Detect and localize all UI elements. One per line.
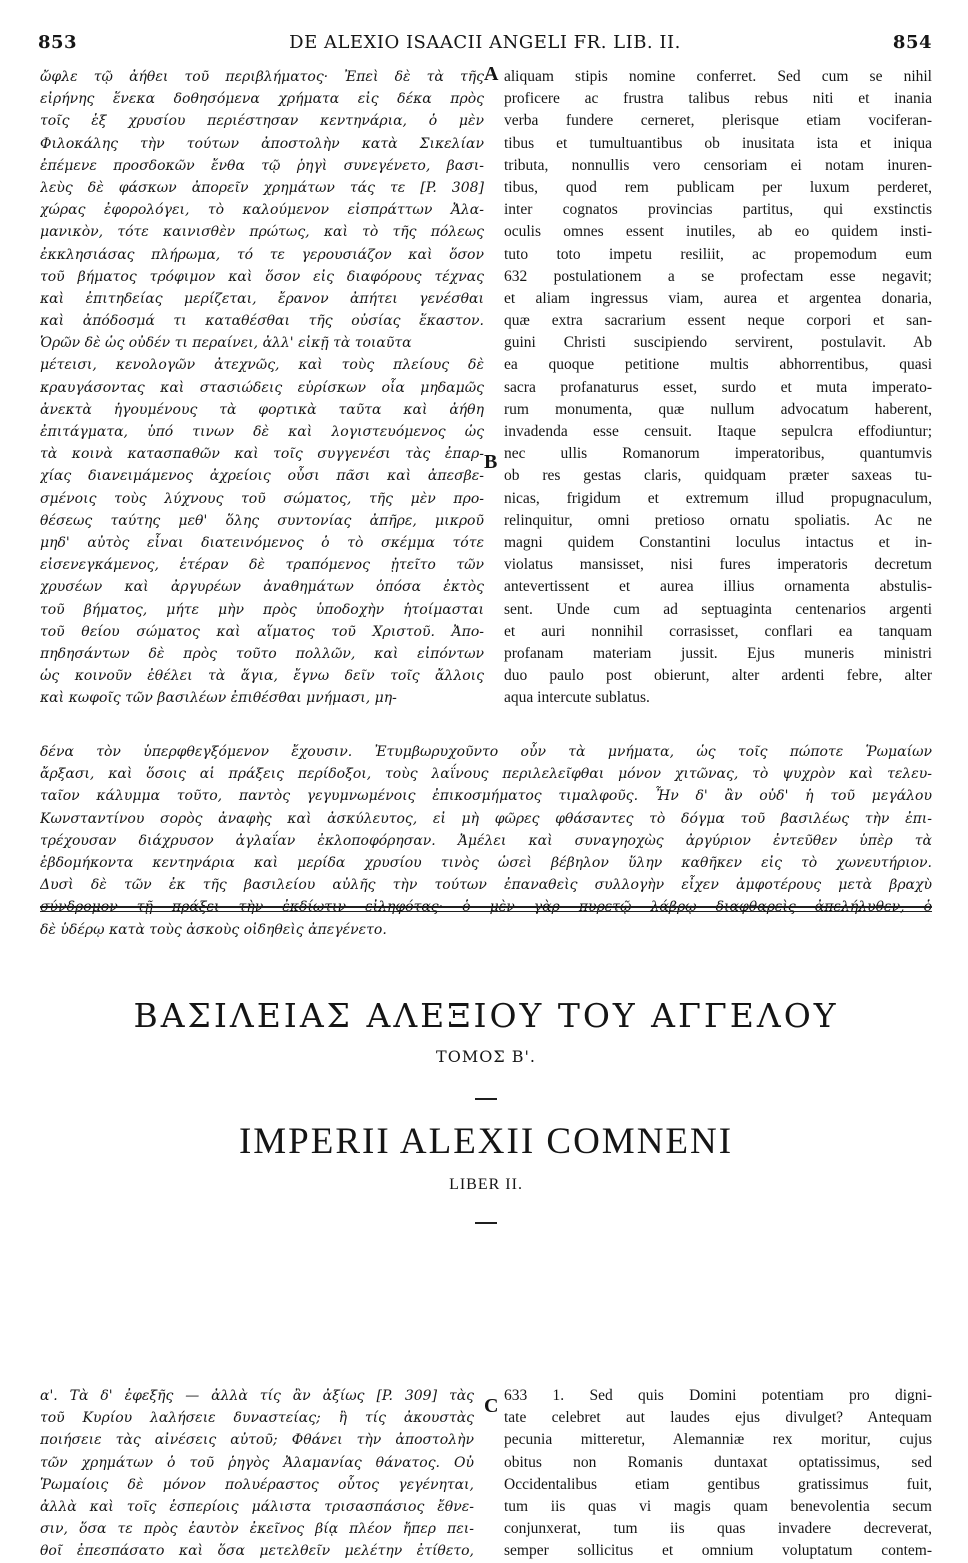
text-line: aliquam stipis nomine conferret. Sed cum se nihil	[504, 68, 932, 85]
text-line: καὶ ἀπόδοσμά τι καταθέσθαι τῆς οὐσίας ἕκαστον.	[40, 313, 484, 330]
text-line: magni quidem Constantini loculus intactus et in-	[504, 533, 932, 551]
margin-letter-c: C	[484, 1395, 499, 1417]
text-line: μέτεισι, κενολογῶν ἀτεχνῶς, καὶ τοὺς πλείους δὲ	[40, 357, 484, 374]
text-line: verba fundere cerneret, plerisque etiam vociferan-	[504, 112, 932, 130]
text-line: tate celebret aut laudes ejus divulget? Antequam	[504, 1409, 932, 1427]
text-line: ταῖον κάλυμμα τοῦτο, παντὸς γεγυμνωμένοις ἐπικοσμήματος τιμαλφοῦς. Ἦν δ' ἂν οὐδ' ἡ τοῦ μεγάλου	[40, 788, 932, 805]
text-line: Ῥωμαίοις δὲ μόνον πολυέραστος οὗτος γεγένηται,	[40, 1476, 474, 1493]
text-line: tibus et tumultuantibus ob inusitata ista et iniqua	[504, 134, 932, 152]
text-line: χρυσέων καὶ ἀργυρέων ἀναθημάτων ὁπόσα ἐκτὸς	[40, 579, 484, 596]
latin-book-label: LIBER II.	[449, 1176, 523, 1193]
text-line: Δυσὶ δὲ τῶν ἐκ τῆς βασιλείου αὐλῆς τὴν τούτων ἐπαναθεὶς συλλογὴν εἶχεν ἀμφοτέρους μετὰ βραχὺ	[40, 877, 932, 894]
margin-letter-a: A	[484, 63, 499, 85]
text-line: et aliam ingressus viam, aurea et argentea donaria,	[504, 289, 932, 307]
page-number-left: 853	[38, 32, 78, 53]
text-line: ποιήσειε τὰς αἰνέσεις αὐτοῦ; Φθάνει τὴν ἀποστολὴν	[40, 1432, 474, 1449]
text-line: semper sollicitus et omnium voluptatum contem-	[504, 1542, 932, 1560]
text-line: inter cognatos provincias partitus, qui exstinctis	[504, 201, 932, 219]
text-line: εἰρήνης ἕνεκα δοθησόμενα χρήματα εἰς δέκα πρὸς	[40, 91, 484, 108]
text-line: tibus, quod rem publicam per luxum perderet,	[504, 178, 932, 196]
greek-text-column-top	[40, 66, 484, 709]
text-line: aqua intercute sublatus.	[504, 689, 650, 707]
text-line: ἀλλὰ καὶ τοῖς ἑσπερίοις μάλιστα τρισασπάσιος ἔθνε-	[40, 1498, 474, 1515]
text-line: σμένοις τοὺς λύχνους τοῦ σώματος, τῆς μὲν προ-	[40, 490, 484, 507]
text-line: relinquitur, omni pretioso ornatu spoliatis. Ac ne	[504, 511, 932, 529]
text-line: antevertissent et aurea illius ornamenta abstulis-	[504, 578, 932, 596]
section-divider-rule-thin	[40, 911, 932, 912]
text-line: τοῦ θείου σώματος καὶ αἵματος τοῦ Χριστοῦ. Ἀπο-	[40, 623, 484, 640]
page-number-right: 854	[892, 32, 932, 53]
text-line: et auri nonnihil corrasisset, conflari ea tanquam	[504, 622, 932, 640]
text-line: nicas, frigidum et extremum illud propugnaculum,	[504, 489, 932, 507]
text-line: θέσεως ταύτης μεθ' ὅλης συντονίας ἀπῆρε, μικροῦ	[40, 512, 484, 529]
text-line: πηδησάντων δὲ πρὸς τοῦτο πολλῶν, καὶ εἰπόντων	[40, 645, 484, 662]
latin-text-column-bottom	[504, 1385, 932, 1563]
text-line: ἐκκλησιάσας πλήρωμα, τό τε γερουσιάζον καὶ ὅσον	[40, 246, 484, 263]
title-dash-lower	[475, 1222, 497, 1224]
text-line: 633 1. Sed quis Domini potentiam pro digni-	[504, 1387, 932, 1404]
text-line: καὶ κωφοῖς τῶν βασιλέων ἐπιθέσθαι μνήμασι, μη-	[40, 690, 397, 707]
text-line: τοῦ βήματος, μήτε μὴν πρὸς ὑποδοχὴν ἡτοίμασται	[40, 601, 484, 618]
running-header	[38, 32, 932, 62]
text-line: tributa, nonnullis vero censoriam ei notam inuren-	[504, 156, 932, 174]
text-line: α'. Τὰ δ' ἐφεξῆς — ἀλλὰ τίς ἂν ἀξίως [P. 309] τὰς	[40, 1388, 474, 1404]
greek-book-title: ΒΑΣΙΛΕΙΑΣ ΑΛΕΞΙΟΥ ΤΟΥ ΑΓΓΕΛΟΥ	[133, 996, 839, 1035]
text-line: ἐπέμενε προσδοκῶν ἔνθα τῷ ῥηγὶ συνεγένετο, βασι-	[40, 157, 484, 174]
text-line: profanam materiam jussit. Ejus muneris ministri	[504, 644, 932, 662]
text-line: sacra profanaturus esset, surdo et muta imperato-	[504, 378, 932, 396]
margin-letter-b: B	[484, 451, 498, 473]
text-line: τὰ κοινὰ κατασπαθῶν καὶ τοῖς συγγενέσι τὰς ἐπαρ-	[40, 446, 484, 463]
latin-book-title: IMPERII ALEXII COMNENI	[238, 1121, 734, 1162]
text-line: sent. Unde cum ad septuaginta centenarios argenti	[504, 600, 932, 618]
greek-text-column-bottom	[40, 1385, 474, 1563]
running-title: DE ALEXIO ISAACII ANGELI FR. LIB. II.	[289, 32, 681, 53]
text-line: τῶν χρημάτων ὁ τοῦ ῥηγὸς Ἀλαμανίας θάνατος. Οὐ	[40, 1454, 474, 1471]
text-line: Occidentalibus etiam gentibus gratissimus fuit,	[504, 1475, 932, 1493]
text-line: duo paulo post obierunt, alter ardenti febre, alter	[504, 667, 932, 685]
text-line: nec ullis Romanorum imperatoribus, quantumvis	[504, 445, 932, 463]
text-line: ἐπιτάγματα, ὑπό τινων δὲ καὶ λογιστευόμενος ὡς	[40, 424, 484, 440]
text-line: καὶ ἐπιτηδείας μερίζεται, ἔρανον ἀπήτει γενέσθαι	[40, 290, 484, 307]
latin-text-column-top	[504, 66, 932, 709]
text-line: oculis omnes essent inutiles, ab eo quidem insti-	[504, 223, 932, 241]
text-line: ob res gestas claris, quidquam præter saxeas tu-	[504, 467, 932, 485]
text-line: pecunia mitteretur, Alemanniæ rex moritur, cujus	[504, 1431, 932, 1449]
text-line: tuto toto impetu resiliit, ac propemodum eum	[504, 245, 932, 263]
text-line: quæ extra sacrarium essent neque corpori et san-	[504, 312, 932, 330]
text-line: obitus non Romanis duntaxat optatissimus, sed	[504, 1453, 932, 1471]
text-line: χίας διανειμάμενος ἀχρείοις οὖσι πᾶσι καὶ ἀπεσβε-	[40, 468, 484, 485]
text-line: τοῖς ἑξ χρυσίου περιέστησαν κεντηνάρια, ὁ μὲν	[40, 113, 484, 130]
text-line: Ὁρῶν δὲ ὡς οὐδέν τι περαίνει, ἀλλ' εἰκῇ τὰ τοιαῦτα	[40, 335, 412, 352]
text-line: τοῦ βήματος τρόφιμον καὶ ὅσον εἰς διαφόρους τέχνας	[40, 268, 484, 285]
text-line: κραυγάσοντας καὶ στασιώδεις εὑρίσκων οἷα μηδαμῶς	[40, 379, 484, 396]
text-line: tum iis quas vi magis quam benevolentia secum	[504, 1497, 932, 1515]
text-line: Κωνσταντίνου σορὸς ἀναφὴς καὶ ἀσκύλευτος, εἰ μὴ φῶρες φθάσαντες τὸ δόγμα τοῦ βασιλέως τὴν ἐπι-	[40, 810, 932, 827]
text-line: invadenda esse censuit. Itaque sepulcra effodiuntur;	[504, 423, 932, 440]
text-line: θοῖ ἐπεσπάσατο καὶ ὅσα μετελθεῖν μελέτην ἐτίθετο,	[40, 1543, 474, 1560]
text-line: τοῦ Κυρίου λαλήσειε δυναστείας; ἢ τίς ἀκουστὰς	[40, 1410, 474, 1427]
text-line: Φιλοκάλης τὴν τούτων ἀποστολὴν κατὰ Σικελίαν	[40, 135, 484, 152]
text-line: ὤφλε τῷ ἀήθει τοῦ περιβλήματος· Ἐπεὶ δὲ τὰ τῆς	[40, 69, 484, 85]
text-line: ὡς κοινοῦν ἐθέλει τὰ ἅγια, ἔγνω δεῖν τοῖς ἄλλοις	[40, 668, 484, 685]
text-line: εἰσενεγκάμενος, ἑτέραν δὲ τραπόμενος ᾐτεῖτο τῶν	[40, 557, 484, 574]
text-line: 632 postulationem a se profectam esse negavit;	[504, 267, 932, 285]
text-line: δὲ ὑδέρῳ κατὰ τοὺς ἀσκοὺς οἰδηθεὶς ἀπεγένετο.	[40, 921, 387, 938]
greek-volume-label: ΤΟΜΟΣ Β'.	[436, 1047, 536, 1066]
title-dash	[475, 1098, 497, 1100]
text-line: rum monumenta, quæ nullum advocatum haberent,	[504, 400, 932, 418]
text-line: guini Christi suscipiendo servirent, postulavit. Ab	[504, 334, 932, 352]
text-line: ea quoque petitione multis abhorrentibus, quasi	[504, 356, 932, 374]
text-line: σιν, ὅσα τε πρὸς ἑαυτὸν ἐκεῖνος βίᾳ πλέον ἤπερ πει-	[40, 1521, 474, 1538]
text-line: ἀνεκτὰ ἡγουμένους τὰ φορτικὰ ταῦτα καὶ ἀήθη	[40, 401, 484, 418]
text-line: μηδ' αὐτὸς εἶναι διατεινόμενος ὁ τὸ σκέμμα τότε	[40, 534, 484, 551]
text-line: ἑβδομήκοντα κεντηνάρια καὶ μερίδα χρυσίου τινὸς ὡσεὶ βέβηλον ὕλην καθῆκεν εἰς τὸ χωνευτήριον.	[40, 854, 932, 871]
section-divider-rule	[40, 906, 932, 908]
text-line: χώρας ἐφορολόγει, τὸ καλούμενον εἰσπράττων Ἀλα-	[40, 202, 484, 219]
text-line: ἄρξασι, καὶ ὅσοις αἱ πράξεις περίδοξοι, τοὺς λαΐνους περιλελεῖφθαι μόνον χιτῶνας, τὸ ψυχρὸν καὶ τελευ-	[40, 766, 932, 783]
text-line: proficere ac frustra talibus rebus niti et inania	[504, 90, 932, 108]
text-line: τρέχουσαν διάχρυσον ἀγλαΐαν ἐκλοποφόρησαν. Ἀμέλει καὶ συναγηοχὼς ἀργύριον ἐντεῦθεν ὑπὲρ τὰ	[40, 832, 932, 849]
text-line: violatus mansisset, nisi fures imperatoris decretum	[504, 556, 932, 574]
text-line: λεὺς δὲ φάσκων ἀπορεῖν χρημάτων τάς τε [P. 308]	[40, 179, 484, 196]
text-line: μανικὸν, τότε καινισθὲν πρώτως, καὶ τὸ τῆς πόλεως	[40, 224, 484, 241]
text-line: conjunxerat, tum iis quas invadere decreverat,	[504, 1520, 932, 1538]
text-line: σύνδρομον τῇ πράξει τὴν ἐκδίωτιν εἰληφότας· ὁ μὲν γὰρ πυρετῷ λάβρῳ διαφθαρεὶς ἀπελήλυθεν, ὁ	[40, 899, 932, 916]
text-line: δένα τὸν ὑπερφθεγξόμενον ἔχουσιν. Ἐτυμβωρυχοῦντο οὖν τὰ μνήματα, ὡς τοῖς πώποτε Ῥωμαίων	[40, 744, 932, 760]
